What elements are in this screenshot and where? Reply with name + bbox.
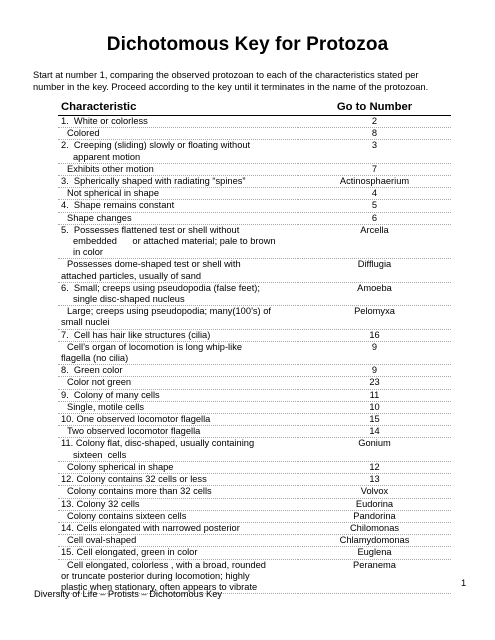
characteristic-cell — [58, 401, 298, 413]
characteristic-line: Cell’s organ of locomotion is long whip-like — [67, 341, 243, 352]
goto-cell: 13 — [298, 474, 451, 486]
goto-header: Go to Number — [298, 101, 451, 116]
goto-cell: 10 — [298, 401, 451, 413]
table-row — [58, 140, 451, 163]
goto-cell: 11 — [298, 389, 451, 401]
goto-cell: 5 — [298, 200, 451, 212]
characteristic-line: Large; creeps using pseudopodia; many(100’s) of — [67, 306, 271, 317]
goto-cell: Chlamydomonas — [298, 535, 451, 547]
goto-cell: 16 — [298, 329, 451, 341]
dichotomous-key-table — [58, 101, 451, 594]
characteristic-cell — [58, 116, 298, 128]
table-row — [58, 282, 451, 305]
characteristic-cell — [58, 341, 298, 364]
characteristic-line: small nuclei — [61, 317, 110, 328]
characteristic-line: Not spherical in shape — [67, 188, 159, 199]
goto-cell: 9 — [298, 341, 451, 364]
goto-cell: 8 — [298, 128, 451, 140]
characteristic-cell — [58, 200, 298, 212]
goto-cell: 15 — [298, 414, 451, 426]
goto-cell: Euglena — [298, 547, 451, 559]
characteristic-line: Colony spherical in shape — [67, 461, 174, 472]
goto-cell: 4 — [298, 188, 451, 200]
characteristic-cell — [58, 461, 298, 473]
characteristic-cell — [58, 224, 298, 259]
table-row — [58, 341, 451, 364]
goto-cell: Gonium — [298, 438, 451, 461]
goto-cell: Peranema — [298, 559, 451, 594]
characteristic-cell — [58, 259, 298, 282]
characteristic-line: Colored — [67, 128, 100, 139]
characteristic-line: 9. Colony of many cells — [61, 389, 160, 400]
intro-text — [33, 69, 473, 93]
table-row — [58, 426, 451, 438]
characteristic-cell — [58, 474, 298, 486]
table-row — [58, 163, 451, 175]
characteristic-line: flagella (no cilia) — [61, 353, 129, 364]
characteristic-line: Possesses dome-shaped test or shell with — [67, 259, 241, 270]
characteristic-cell — [58, 522, 298, 534]
page-number: 1 — [461, 578, 467, 588]
table-row — [58, 474, 451, 486]
characteristic-line: or truncate posterior during locomotion; highly — [61, 570, 250, 581]
table-row — [58, 535, 451, 547]
goto-cell: Arcella — [298, 224, 451, 259]
characteristic-line: in color — [73, 247, 103, 258]
characteristic-line: 2. Creeping (sliding) slowly or floating without — [61, 140, 251, 151]
characteristic-cell — [58, 188, 298, 200]
characteristic-line: 10. One observed locomotor flagella — [61, 414, 211, 425]
goto-cell: 14 — [298, 426, 451, 438]
characteristic-line: 8. Green color — [61, 365, 123, 376]
table-row — [58, 188, 451, 200]
characteristic-cell — [58, 365, 298, 377]
table-row — [58, 176, 451, 188]
characteristic-line: 12. Colony contains 32 cells or less — [61, 474, 207, 485]
characteristic-cell — [58, 426, 298, 438]
table-row — [58, 259, 451, 282]
goto-cell: Pelomyxa — [298, 306, 451, 329]
characteristic-line: 15. Cell elongated, green in color — [61, 547, 198, 558]
characteristic-line: Color not green — [67, 377, 132, 388]
characteristic-cell — [58, 438, 298, 461]
characteristic-cell — [58, 498, 298, 510]
characteristic-cell — [58, 140, 298, 163]
intro-line: number in the key. Proceed according to the key until it terminates in the name of the protozoan. — [33, 82, 429, 92]
table-row — [58, 438, 451, 461]
characteristic-line: sixteen cells — [73, 449, 127, 460]
characteristic-cell — [58, 389, 298, 401]
characteristic-line: 11. Colony flat, disc-shaped, usually containing — [61, 438, 255, 449]
characteristic-cell — [58, 547, 298, 559]
characteristic-header: Characteristic — [58, 101, 298, 116]
goto-cell: Volvox — [298, 486, 451, 498]
goto-cell: 12 — [298, 461, 451, 473]
table-row — [58, 200, 451, 212]
characteristic-line: embedded or attached material; pale to brown — [73, 236, 276, 247]
table-row — [58, 401, 451, 413]
table-row — [58, 389, 451, 401]
table-row — [58, 116, 451, 128]
table-row — [58, 522, 451, 534]
characteristic-line: Colony contains sixteen cells — [67, 510, 187, 521]
characteristic-cell — [58, 212, 298, 224]
characteristic-cell — [58, 128, 298, 140]
characteristic-cell — [58, 510, 298, 522]
table-row — [58, 212, 451, 224]
characteristic-cell — [58, 329, 298, 341]
table-header-row — [58, 101, 451, 116]
characteristic-cell — [58, 414, 298, 426]
table-row — [58, 486, 451, 498]
characteristic-line: 1. White or colorless — [61, 116, 148, 126]
table-row — [58, 414, 451, 426]
characteristic-line: 6. Small; creeps using pseudopodia (false feet); — [61, 282, 260, 293]
table-row — [58, 224, 451, 259]
table-row — [58, 377, 451, 389]
footer-text: Diversity of Life – Protists – Dichotomous Key — [34, 589, 223, 599]
page-title: Dichotomous Key for Protozoa — [106, 34, 389, 55]
table-row — [58, 547, 451, 559]
table-row — [58, 498, 451, 510]
characteristic-line: Two observed locomotor flagella — [67, 426, 201, 437]
table-row — [58, 306, 451, 329]
characteristic-line: attached particles, usually of sand — [61, 270, 202, 281]
characteristic-cell — [58, 282, 298, 305]
characteristic-line: Single, motile cells — [67, 401, 144, 412]
goto-cell: Chilomonas — [298, 522, 451, 534]
characteristic-line: Cell oval-shaped — [67, 535, 137, 546]
characteristic-cell — [58, 306, 298, 329]
characteristic-cell — [58, 535, 298, 547]
table-body — [58, 116, 451, 594]
goto-cell: 23 — [298, 377, 451, 389]
goto-cell: Pandorina — [298, 510, 451, 522]
table-row — [58, 329, 451, 341]
goto-cell: 7 — [298, 163, 451, 175]
characteristic-cell — [58, 163, 298, 175]
characteristic-line: plastic when stationary, often appears to vibrate — [61, 581, 258, 592]
goto-cell: Actinosphaerium — [298, 176, 451, 188]
characteristic-line: single disc-shaped nucleus — [73, 294, 185, 305]
goto-cell: 2 — [298, 116, 451, 128]
characteristic-line: 5. Possesses flattened test or shell without — [61, 224, 240, 235]
goto-cell: Amoeba — [298, 282, 451, 305]
characteristic-line: 4. Shape remains constant — [61, 200, 175, 211]
characteristic-cell — [58, 176, 298, 188]
goto-cell: Difflugia — [298, 259, 451, 282]
intro-line: Start at number 1, comparing the observed protozoan to each of the characteristics stated per — [33, 70, 419, 80]
characteristic-line: Exhibits other motion — [67, 163, 154, 174]
characteristic-line: 13. Colony 32 cells — [61, 498, 140, 509]
characteristic-line: Cell elongated, colorless , with a broad, rounded — [67, 559, 266, 570]
table-row — [58, 510, 451, 522]
characteristic-line: 14. Cells elongated with narrowed posterior — [61, 522, 240, 533]
characteristic-cell — [58, 486, 298, 498]
characteristic-cell — [58, 377, 298, 389]
goto-cell: 9 — [298, 365, 451, 377]
characteristic-line: Colony contains more than 32 cells — [67, 486, 212, 497]
goto-cell: 3 — [298, 140, 451, 163]
characteristic-line: 7. Cell has hair like structures (cilia) — [61, 329, 211, 340]
table-row — [58, 128, 451, 140]
goto-cell: 6 — [298, 212, 451, 224]
characteristic-line: Shape changes — [67, 212, 132, 223]
table-row — [58, 365, 451, 377]
characteristic-line: apparent motion — [73, 151, 141, 162]
table-row — [58, 461, 451, 473]
goto-cell: Eudorina — [298, 498, 451, 510]
characteristic-line: 3. Spherically shaped with radiating “spines” — [61, 176, 246, 187]
